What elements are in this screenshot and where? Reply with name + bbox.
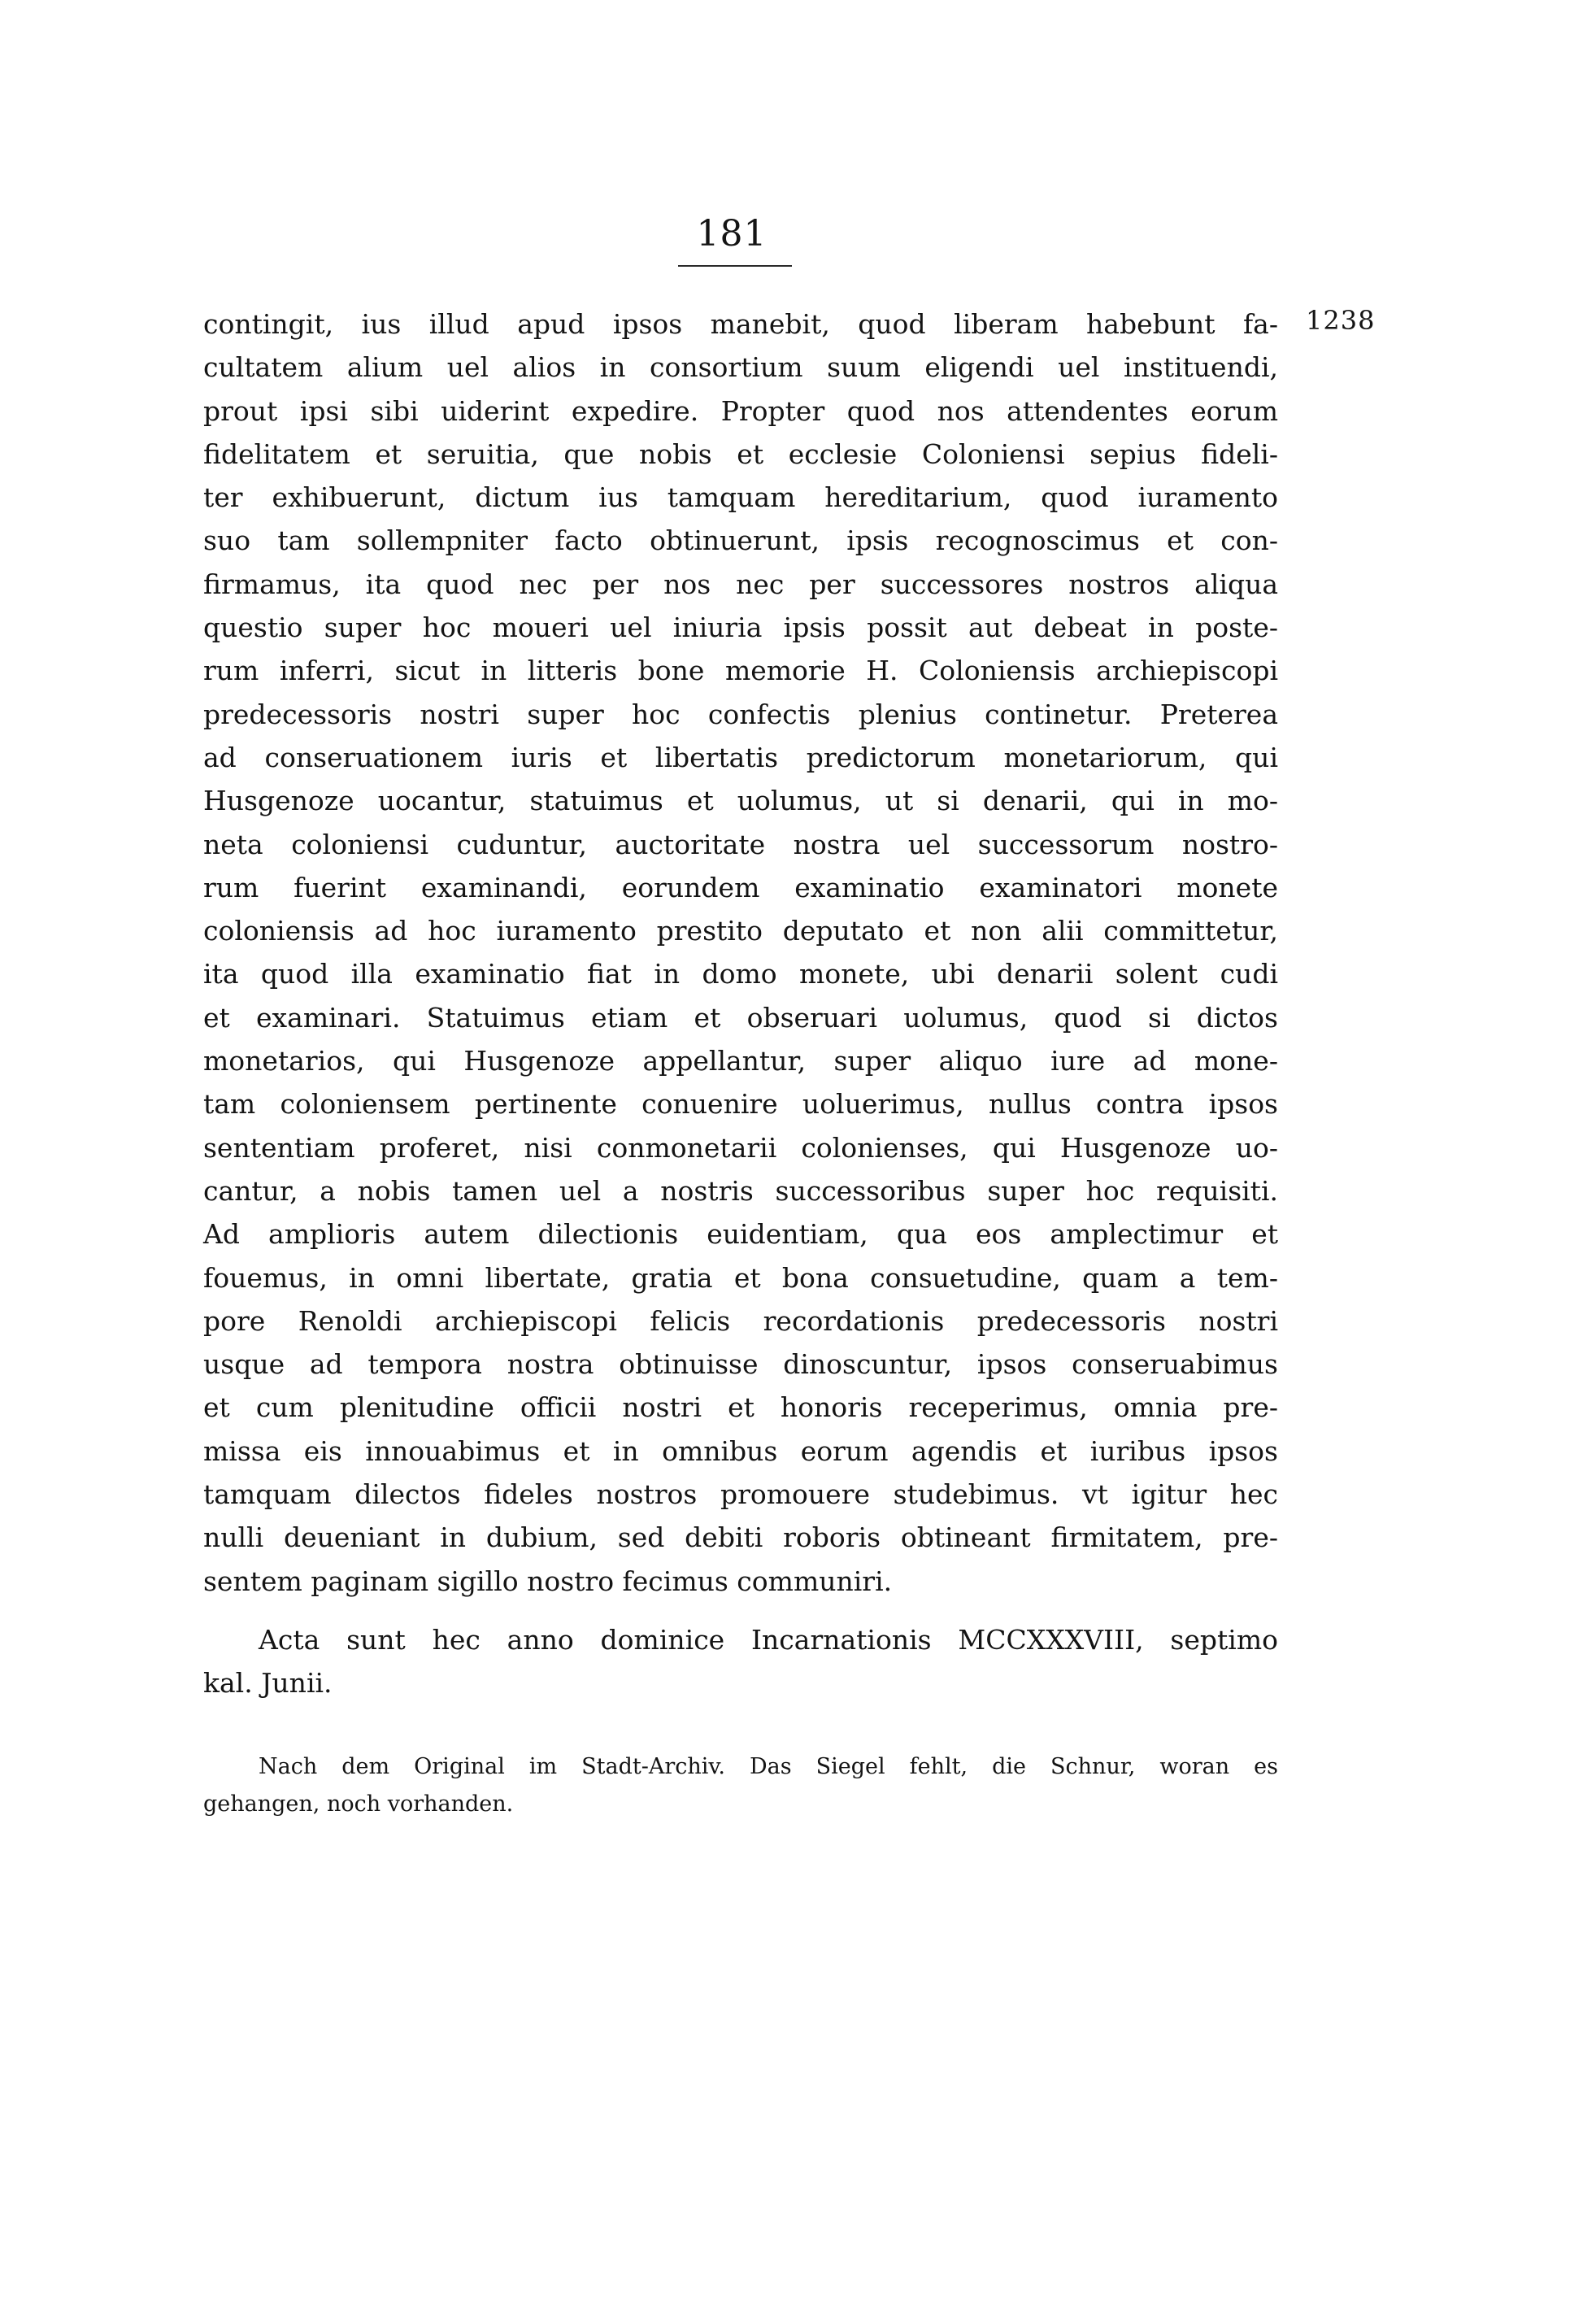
text-line: ita quod illa examinatio fiat in domo monete, ubi denarii solent cudi <box>203 958 1278 990</box>
text-line: sentem paginam sigillo nostro fecimus communiri. <box>203 1565 893 1597</box>
text-line: sententiam proferet, nisi conmonetarii colonienses, qui Husgenoze uo- <box>203 1131 1278 1164</box>
text-line: Ad amplioris autem dilectionis euidentiam, qua eos amplectimur et <box>203 1218 1278 1251</box>
text-line: Husgenoze uocantur, statuimus et uolumus, ut si denarii, qui in mo- <box>203 785 1278 817</box>
text-line: usque ad tempora nostra obtinuisse dinoscuntur, ipsos conseruabimus <box>203 1348 1278 1381</box>
text-line: rum inferri, sicut in litteris bone memorie H. Coloniensis archiepiscopi <box>203 655 1278 687</box>
text-line: questio super hoc moueri uel iniuria ipsis possit aut debeat in poste- <box>203 612 1278 644</box>
text-line: rum fuerint examinandi, eorundem examinatio examinatori monete <box>203 871 1278 903</box>
text-line: firmamus, ita quod nec per nos nec per successores nostros aliqua <box>203 568 1278 600</box>
text-line: missa eis innouabimus et in omnibus eorum agendis et iuribus ipsos <box>203 1434 1278 1467</box>
text-line: cultatem alium uel alios in consortium suum eligendi uel instituendi, <box>203 351 1278 384</box>
source-note-line: gehangen, noch vorhanden. <box>203 1791 514 1817</box>
text-line: cantur, a nobis tamen uel a nostris successoribus super hoc requisiti. <box>203 1174 1278 1207</box>
margin-year: 1238 <box>1306 305 1376 336</box>
text-line: et examinari. Statuimus etiam et obseruari uolumus, quod si dictos <box>203 1001 1278 1034</box>
text-line: contingit, ius illud apud ipsos manebit, quod liberam habebunt fa- <box>203 308 1278 340</box>
charter-text <box>203 303 1278 1603</box>
dating-clause <box>203 1618 1278 1705</box>
text-line: ad conseruationem iuris et libertatis predictorum monetariorum, qui <box>203 741 1278 773</box>
text-line: tam coloniensem pertinente conuenire uoluerimus, nullus contra ipsos <box>203 1088 1278 1121</box>
text-line: suo tam sollempniter facto obtinuerunt, ipsis recognoscimus et con- <box>203 525 1278 557</box>
dating-line: kal. Junii. <box>203 1667 333 1700</box>
header-rule <box>678 265 792 267</box>
text-line: tamquam dilectos fideles nostros promouere studebimus. vt igitur hec <box>203 1478 1278 1511</box>
text-line: monetarios, qui Husgenoze appellantur, super aliquo iure ad mone- <box>203 1045 1278 1077</box>
text-line: fidelitatem et seruitia, que nobis et ecclesie Coloniensi sepius fideli- <box>203 437 1278 470</box>
page-number: 181 <box>696 213 768 255</box>
source-note-line: Nach dem Original im Stadt-Archiv. Das Siegel fehlt, die Schnur, woran es <box>259 1754 1278 1779</box>
dating-line: Acta sunt hec anno dominice Incarnationis MCCXXXVIII, septimo <box>259 1624 1278 1656</box>
source-note <box>203 1748 1278 1823</box>
text-line: predecessoris nostri super hoc confectis plenius continetur. Preterea <box>203 698 1278 730</box>
text-line: neta coloniensi cuduntur, auctoritate nostra uel successorum nostro- <box>203 828 1278 860</box>
text-line: prout ipsi sibi uiderint expedire. Propter quod nos attendentes eorum <box>203 394 1278 427</box>
text-line: pore Renoldi archiepiscopi felicis recordationis predecessoris nostri <box>203 1304 1278 1337</box>
text-line: nulli deueniant in dubium, sed debiti roboris obtineant firmitatem, pre- <box>203 1521 1278 1554</box>
text-line: fouemus, in omni libertate, gratia et bona consuetudine, quam a tem- <box>203 1261 1278 1294</box>
text-line: coloniensis ad hoc iuramento prestito deputato et non alii committetur, <box>203 915 1278 947</box>
text-line: et cum plenitudine officii nostri et honoris receperimus, omnia pre- <box>203 1391 1278 1424</box>
text-line: ter exhibuerunt, dictum ius tamquam hereditarium, quod iuramento <box>203 481 1278 514</box>
